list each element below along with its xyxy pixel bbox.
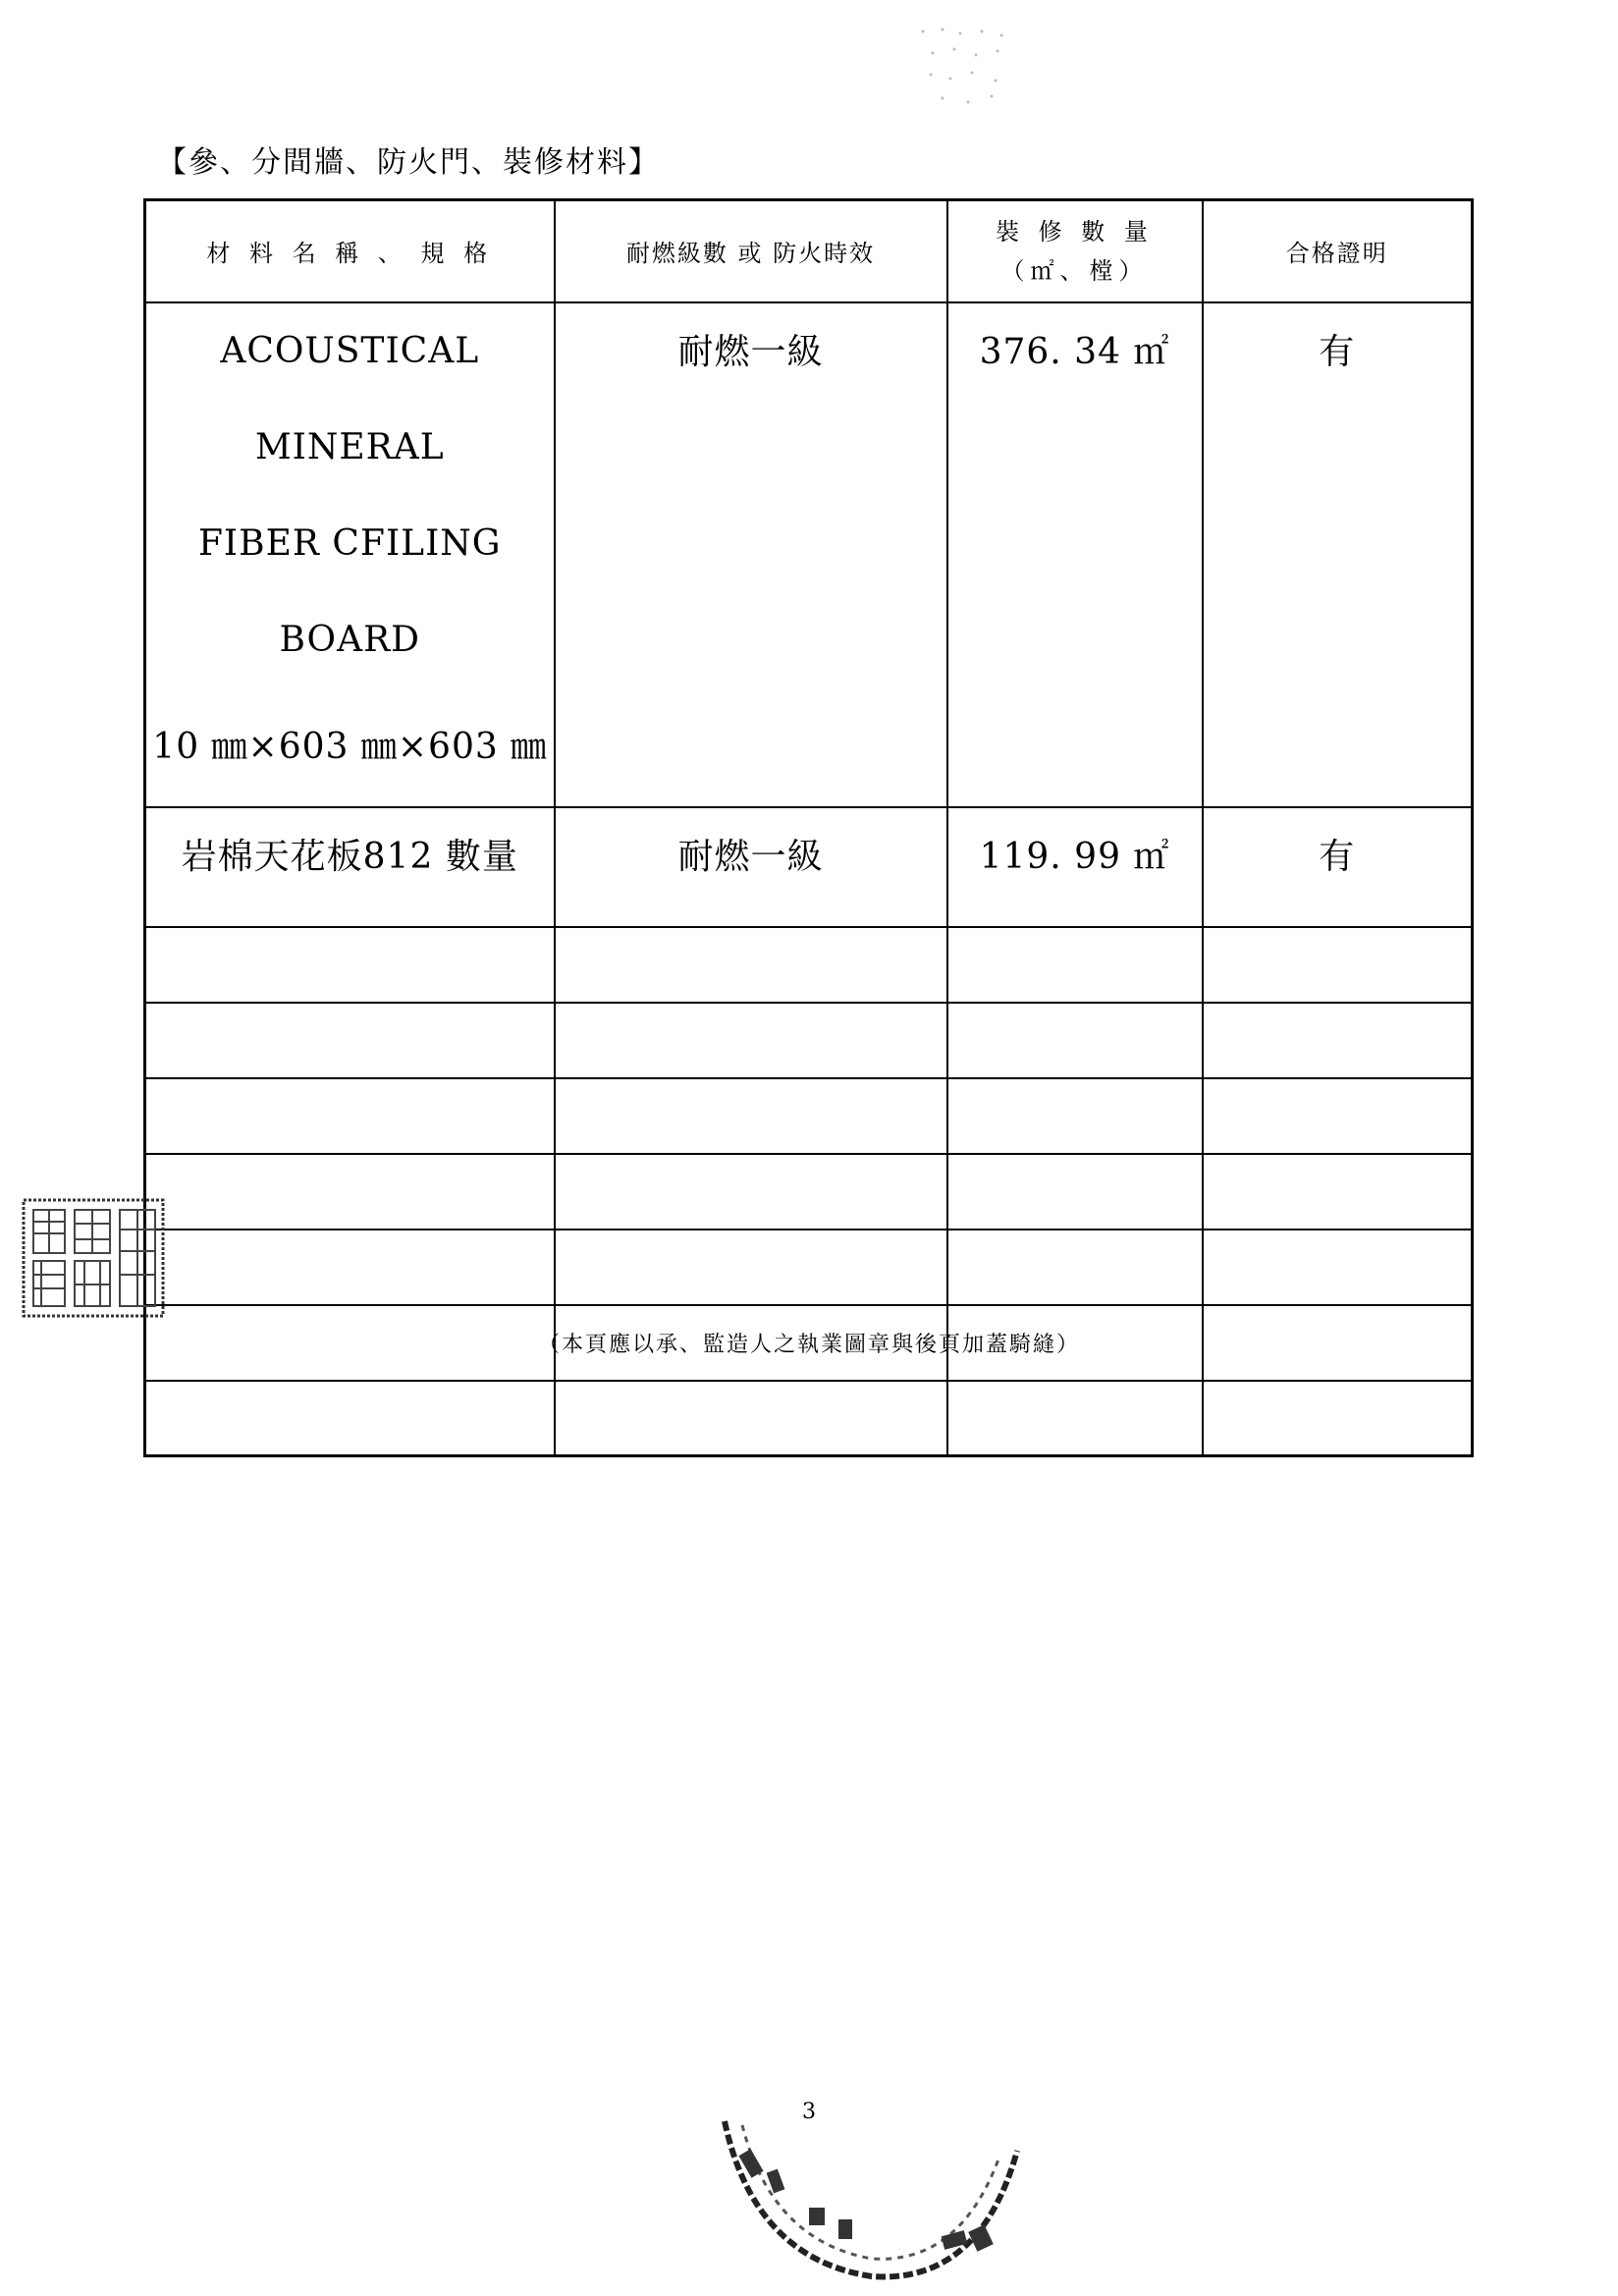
empty-row [145,1003,1473,1078]
empty-cell [555,927,947,1003]
empty-cell [1203,1154,1473,1230]
material-name-line: ACOUSTICAL MINERAL [220,330,480,467]
empty-cell [145,1003,555,1078]
empty-cell [555,1230,947,1305]
certificate-cell [1203,302,1473,807]
speckle-graphic [903,20,1041,118]
seal-graphic [22,1196,169,1324]
empty-cell [1203,1381,1473,1456]
fire-rating-value: 耐燃一級 [677,331,824,372]
fire-rating-cell [555,807,947,927]
empty-cell [145,1154,555,1230]
quantity-cell [947,807,1203,927]
material-name-line: 岩棉天花板812 數量 [181,836,518,877]
seam-seal-stamp [715,2111,1029,2292]
empty-cell [555,1154,947,1230]
footer-note: （本頁應以承、監造人之執業圖章與後頁加蓋騎縫） [537,1333,1080,1357]
materials-table [143,198,1474,1457]
empty-row [145,1154,1473,1230]
empty-cell [555,1078,947,1154]
empty-cell [145,927,555,1003]
faint-top-mark [903,20,1041,122]
material-name-cell [145,807,555,927]
empty-cell [1203,1230,1473,1305]
empty-cell [145,1078,555,1154]
fire-rating-value: 耐燃一級 [677,836,824,877]
material-name-line: 10 ㎜×603 ㎜×603 ㎜ [152,726,548,767]
empty-row [145,927,1473,1003]
page-number: 3 [802,2100,816,2124]
empty-cell [947,1154,1203,1230]
header-quantity-label: 裝 修 數 量 [996,217,1154,246]
official-seal-stamp [22,1196,169,1328]
empty-cell [145,1381,555,1456]
empty-cell [947,927,1203,1003]
quantity-value: 376. 34 ㎡ [979,331,1170,372]
empty-cell [947,1381,1203,1456]
certificate-value: 有 [1319,331,1356,372]
empty-cell [555,1381,947,1456]
fire-rating-cell [555,302,947,807]
header-quantity [947,200,1203,302]
empty-cell [1203,1003,1473,1078]
header-material-name: 材 料 名 稱 、 規 格 [145,200,555,302]
header-fire-rating: 耐燃級數 或 防火時效 [555,200,947,302]
empty-row [145,1230,1473,1305]
empty-cell [145,1230,555,1305]
empty-cell [1203,927,1473,1003]
table-row [145,302,1473,807]
quantity-value: 119. 99 ㎡ [979,836,1170,877]
section-title: 【參、分間牆、防火門、裝修材料】 [157,145,660,180]
empty-cell [947,1003,1203,1078]
certificate-value: 有 [1319,836,1356,877]
empty-row [145,1078,1473,1154]
table-row [145,807,1473,927]
empty-cell [947,1230,1203,1305]
quantity-cell [947,302,1203,807]
empty-cell [555,1003,947,1078]
header-quantity-unit: （㎡、樘） [1000,256,1149,285]
material-name-line: FIBER CFILING BOARD [197,522,502,660]
empty-cell [1203,1078,1473,1154]
empty-row [145,1381,1473,1456]
table-header-row [145,200,1473,302]
seal-graphic [715,2111,1029,2288]
header-certificate: 合格證明 [1203,200,1473,302]
empty-cell [947,1078,1203,1154]
certificate-cell [1203,807,1473,927]
material-name-cell [145,302,555,807]
